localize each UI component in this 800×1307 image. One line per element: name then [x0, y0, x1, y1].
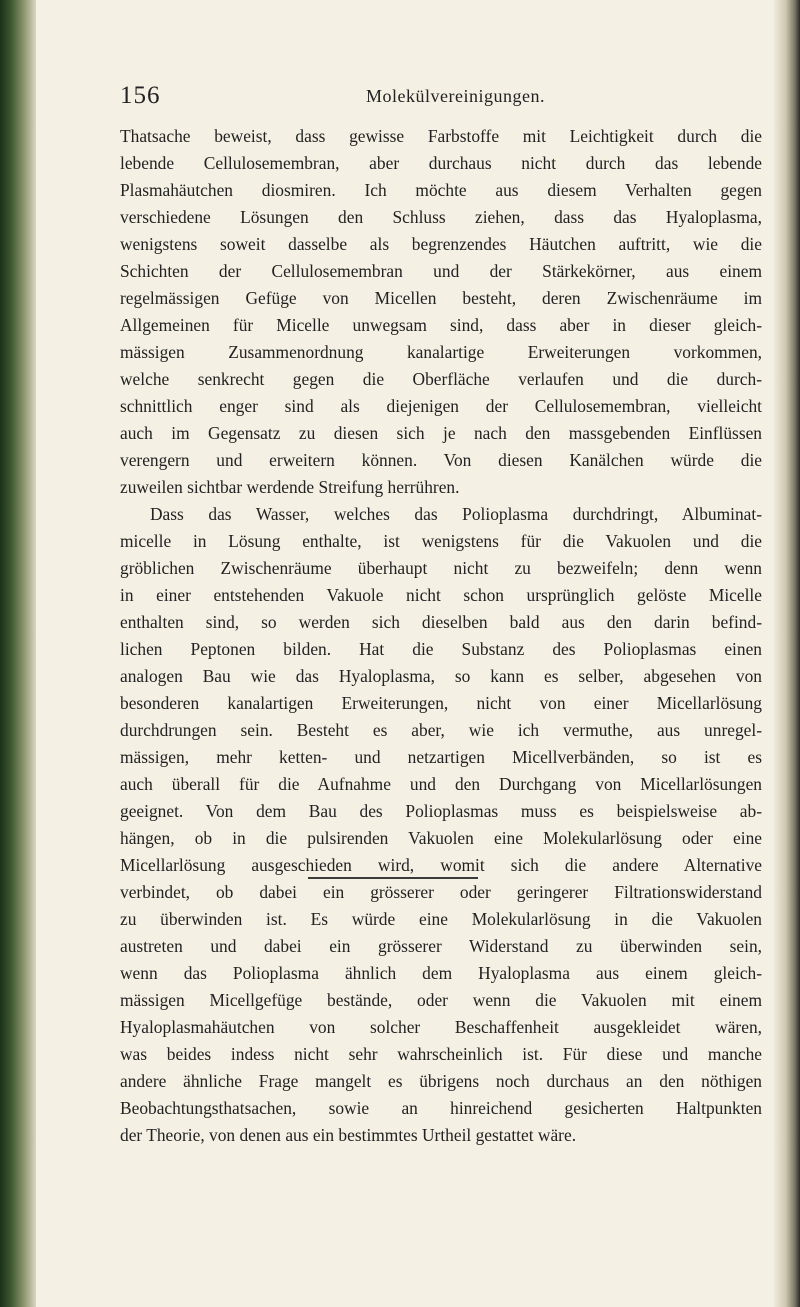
text-line: Allgemeinen für Micelle unwegsam sind, dass aber in dieser gleich- — [120, 315, 762, 335]
text-line: zuweilen sichtbar werdende Streifung herrühren. — [120, 477, 460, 497]
text-line: micelle in Lösung enthalte, ist wenigstens für die Vakuolen und die — [120, 531, 762, 551]
text-line: hängen, ob in die pulsirenden Vakuolen eine Molekularlösung oder eine — [120, 828, 762, 848]
text-line: auch im Gegensatz zu diesen sich je nach den massgebenden Einflüssen — [120, 423, 762, 443]
text-line: zu überwinden ist. Es würde eine Molekularlösung in die Vakuolen — [120, 909, 762, 929]
text-line: welche senkrecht gegen die Oberfläche verlaufen und die durch- — [120, 369, 762, 389]
text-line: enthalten sind, so werden sich dieselben bald aus den darin befind- — [120, 612, 762, 632]
running-head: Molekülvereinigungen. — [366, 86, 545, 106]
text-line: Beobachtungsthatsachen, sowie an hinreichend gesicherten Haltpunkten — [120, 1098, 762, 1118]
text-line: analogen Bau wie das Hyaloplasma, so kann es selber, abgesehen von — [120, 666, 762, 686]
text-line: in einer entstehenden Vakuole nicht schon ursprünglich gelöste Micelle — [120, 585, 762, 605]
text-line: gröblichen Zwischenräume überhaupt nicht zu bezweifeln; denn wenn — [120, 558, 762, 578]
text-line: verbindet, ob dabei ein grösserer oder geringerer Filtrationswiderstand — [120, 882, 762, 902]
text-line: andere ähnliche Frage mangelt es übrigens noch durchaus an den nöthigen — [120, 1071, 762, 1091]
text-line: besonderen kanalartigen Erweiterungen, nicht von einer Micellarlösung — [120, 693, 762, 713]
text-line: mässigen, mehr ketten- und netzartigen Micellverbänden, so ist es — [120, 747, 762, 767]
body-text — [120, 123, 762, 1149]
text-line: Dass das Wasser, welches das Polioplasma durchdringt, Albuminat- — [150, 504, 762, 524]
text-line: mässigen Micellgefüge bestände, oder wenn die Vakuolen mit einem — [120, 990, 762, 1010]
end-rule — [308, 877, 478, 879]
text-line: schnittlich enger sind als diejenigen der Cellulosemembran, vielleicht — [120, 396, 762, 416]
text-line: der Theorie, von denen aus ein bestimmtes Urtheil gestattet wäre. — [120, 1125, 577, 1145]
text-line: lebende Cellulosemembran, aber durchaus nicht durch das lebende — [120, 153, 762, 173]
page-header — [120, 82, 740, 112]
text-line: Thatsache beweist, dass gewisse Farbstoffe mit Leichtigkeit durch die — [120, 126, 762, 146]
text-line: geeignet. Von dem Bau des Polioplasmas muss es beispielsweise ab- — [120, 801, 762, 821]
text-line: lichen Peptonen bilden. Hat die Substanz des Polioplasmas einen — [120, 639, 762, 659]
binding-edge-left — [0, 0, 36, 1307]
text-line: Micellarlösung ausgeschieden wird, womit sich die andere Alternative — [120, 855, 762, 875]
text-line: regelmässigen Gefüge von Micellen besteht, deren Zwischenräume im — [120, 288, 762, 308]
text-line: wenigstens soweit dasselbe als begrenzendes Häutchen auftritt, wie die — [120, 234, 762, 254]
text-line: mässigen Zusammenordnung kanalartige Erweiterungen vorkommen, — [120, 342, 762, 362]
text-line: Schichten der Cellulosemembran und der Stärkekörner, aus einem — [120, 261, 762, 281]
text-line: wenn das Polioplasma ähnlich dem Hyaloplasma aus einem gleich- — [120, 963, 762, 983]
text-line: durchdrungen sein. Besteht es aber, wie ich vermuthe, aus unregel- — [120, 720, 762, 740]
text-line: verschiedene Lösungen den Schluss ziehen, dass das Hyaloplasma, — [120, 207, 762, 227]
page-number: 156 — [120, 82, 161, 109]
text-line: Hyaloplasmahäutchen von solcher Beschaffenheit ausgekleidet wären, — [120, 1017, 762, 1037]
page-edge-right — [774, 0, 800, 1307]
text-line: auch überall für die Aufnahme und den Durchgang von Micellarlösungen — [120, 774, 762, 794]
text-line: Plasmahäutchen diosmiren. Ich möchte aus diesem Verhalten gegen — [120, 180, 762, 200]
text-line: austreten und dabei ein grösserer Widerstand zu überwinden sein, — [120, 936, 762, 956]
text-line: was beides indess nicht sehr wahrscheinlich ist. Für diese und manche — [120, 1044, 762, 1064]
text-line: verengern und erweitern können. Von diesen Kanälchen würde die — [120, 450, 762, 470]
